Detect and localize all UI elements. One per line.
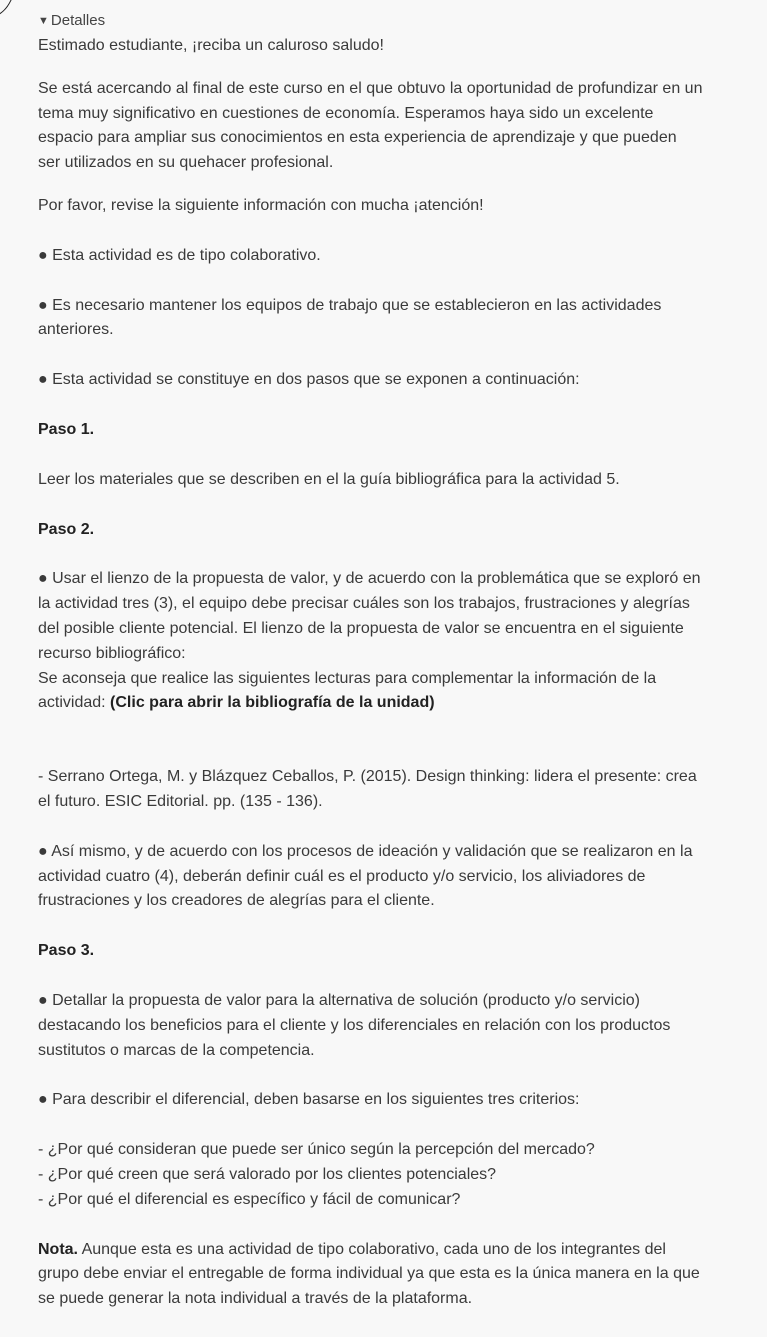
paso3-bullet-criteria: ● Para describir el diferencial, deben basarse en los siguientes tres criterios:: [38, 1091, 580, 1109]
decorative-arc: [0, 0, 16, 18]
criterion-item: - ¿Por qué creen que será valorado por los clientes potenciales?: [38, 1165, 497, 1183]
details-summary-label: Detalles: [50, 12, 106, 29]
details-toggle[interactable]: [38, 12, 105, 31]
intro-paragraph: Se está acercando al final de este curso en el que obtuvo la oportunidad de profundizar en un tema muy significativo en cuestiones de economía. Esperamos haya sido un excelente espacio para ampliar sus conocimientos en esta experiencia de aprendizaje y que pueden ser utilizados en su quehacer profesional.: [38, 79, 703, 172]
bullet-teams: ● Es necesario mantener los equipos de trabajo que se establecieron en las actividades anteriores.: [38, 296, 662, 339]
note-paragraph: Nota. Aunque esta es una actividad de tipo colaborativo, cada uno de los integrantes del grupo debe enviar el entregable de forma individual ya que esta es la única manera en la que se puede generar la nota individual a través de la plataforma.: [38, 1240, 700, 1308]
paso2-bullet-canvas: ● Usar el lienzo de la propuesta de valor, y de acuerdo con la problemática que se exploró en la actividad tres (3), el equipo debe precisar cuáles son los trabajos, frustraciones y alegrías del posible cliente potencial. El lienzo de la propuesta de valor se encuentra en el siguiente recurso bibliográfico:: [38, 570, 701, 662]
paso3-heading: Paso 3.: [38, 942, 95, 960]
criterion-item: - ¿Por qué el diferencial es específico y fácil de comunicar?: [38, 1190, 461, 1208]
details-content: [38, 34, 703, 1312]
attention-note: Por favor, revise la siguiente información con mucha ¡atención!: [38, 196, 484, 214]
paso2-heading: Paso 2.: [38, 520, 95, 538]
paso3-bullet-value: ● Detallar la propuesta de valor para la alternativa de solución (producto y/o servicio) destacando los beneficios para el cliente y los diferenciales en relación con los productos sustitutos o marcas de la competencia.: [38, 991, 671, 1059]
bullet-steps: ● Esta actividad se constituye en dos pasos que se exponen a continuación:: [38, 371, 580, 389]
bullet-collaborative: ● Esta actividad es de tipo colaborativo.: [38, 246, 321, 264]
paso2-bullet-ideation: ● Así mismo, y de acuerdo con los procesos de ideación y validación que se realizaron en la actividad cuatro (4), deberán definir cuál es el producto y/o servicio, los aliviadores de frustraciones y los creadores de alegrías para el cliente.: [38, 842, 693, 910]
bibliography-link[interactable]: (Clic para abrir la bibliografía de la unidad): [110, 694, 435, 712]
paso1-text: Leer los materiales que se describen en el la guía bibliográfica para la actividad 5.: [38, 470, 620, 488]
note-label: Nota.: [38, 1240, 78, 1258]
paso2-advice: Se aconseja que realice las siguientes lecturas para complementar la información de la actividad: (Clic para abrir la bibliografía de la unidad): [38, 669, 657, 712]
bibliography-reference: - Serrano Ortega, M. y Blázquez Ceballos, P. (2015). Design thinking: lidera el presente: crea el futuro. ESIC Editorial. pp. (135 - 136).: [38, 768, 697, 810]
paso1-heading: Paso 1.: [38, 420, 95, 438]
greeting: Estimado estudiante, ¡reciba un caluroso saludo!: [38, 37, 384, 54]
criterion-item: - ¿Por qué consideran que puede ser único según la percepción del mercado?: [38, 1141, 595, 1159]
disclosure-triangle-icon: ▼: [38, 15, 49, 27]
